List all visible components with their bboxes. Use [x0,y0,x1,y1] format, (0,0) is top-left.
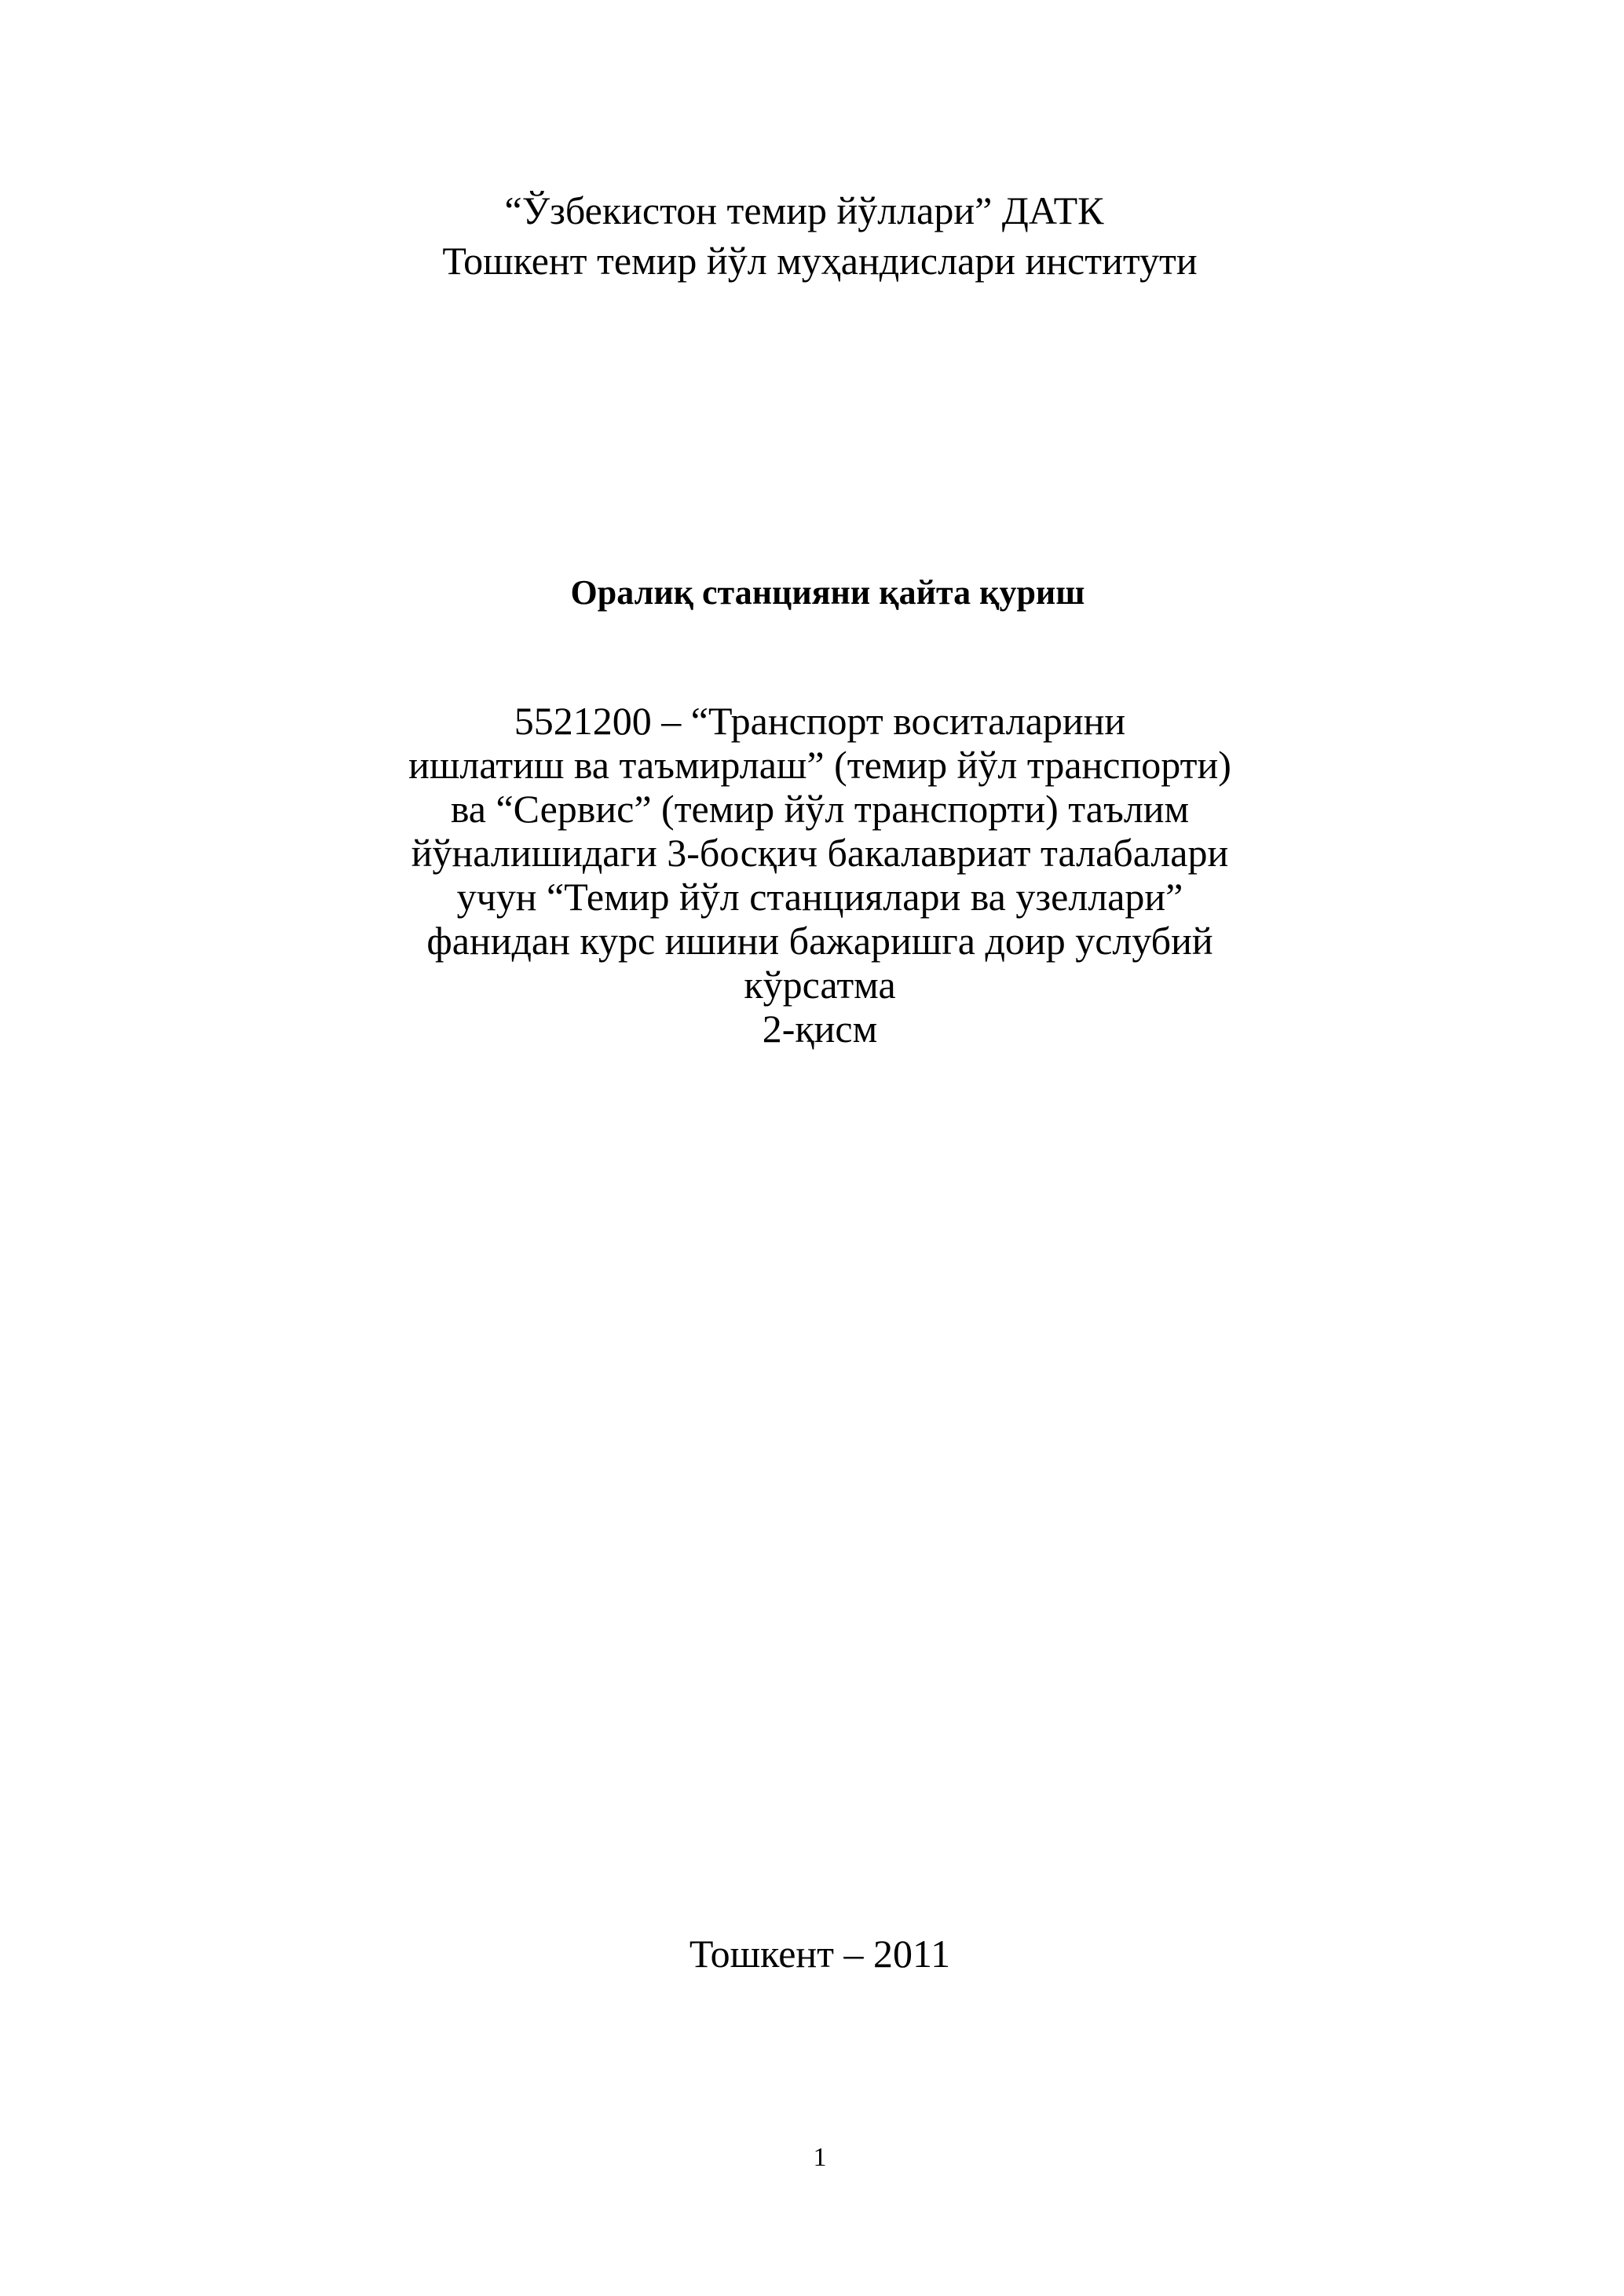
page-number [0,2142,1624,2174]
description-line: йўналишидаги 3-босқич бакалавриат талабалари [411,831,1229,875]
document-title [0,569,1624,616]
description-line: кўрсатма [744,963,896,1007]
institute-name: Тошкент темир йўл муҳандислари институти [442,239,1198,283]
organization-name: “Ўзбекистон темир йўллари” ДАТК [504,188,1104,232]
document-description [0,699,1624,1051]
description-line: учун “Темир йўл станциялари ва узеллари” [456,875,1183,919]
page-number-text: 1 [813,2143,827,2172]
description-line: фанидан курс ишини бажаришга доир услубий [426,919,1213,963]
description-line: 5521200 – “Транспорт воситаларини [514,699,1126,743]
city-year-text: Тошкент – 2011 [689,1932,951,1976]
city-year [0,1929,1624,1979]
institution-header [0,185,1624,286]
description-line: ва “Сервис” (темир йўл транспорти) таълим [450,787,1190,831]
part-number: 2-қисм [762,1007,878,1051]
description-line: ишлатиш ва таъмирлаш” (темир йўл транспорти) [408,743,1231,787]
title-text: Оралиқ станцияни қайта қуриш [570,573,1085,612]
